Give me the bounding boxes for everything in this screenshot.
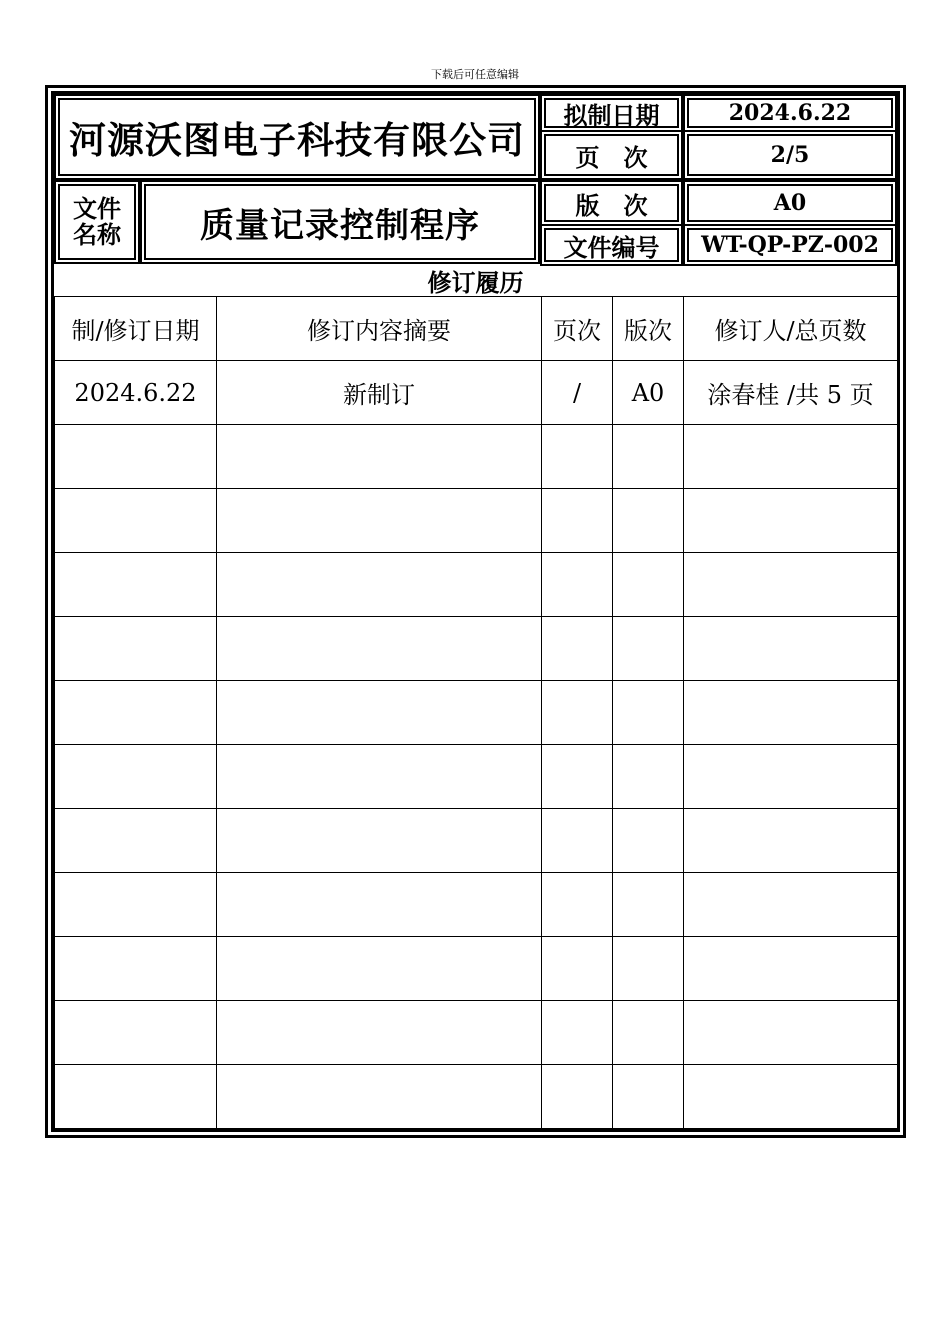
table-cell (613, 681, 684, 745)
table-row (55, 361, 898, 425)
table-cell (684, 1001, 898, 1065)
table-cell (217, 489, 542, 553)
table-cell (684, 489, 898, 553)
field-label-version: 版 次 (540, 180, 683, 226)
doc-name-label (54, 180, 140, 264)
table-cell (55, 553, 217, 617)
table-cell (55, 681, 217, 745)
field-value-doc-number: WT-QP-PZ-002 (683, 224, 897, 266)
field-value-draft-date: 2024.6.22 (683, 94, 897, 132)
table-cell (684, 1065, 898, 1129)
table-cell (55, 745, 217, 809)
table-cell (542, 1065, 613, 1129)
table-row (55, 809, 898, 873)
table-cell (684, 425, 898, 489)
doc-name-label-line2: 名称 (73, 220, 121, 249)
table-row (55, 937, 898, 1001)
table-cell (55, 809, 217, 873)
table-cell (542, 1001, 613, 1065)
table-cell (684, 617, 898, 681)
revision-table (54, 296, 898, 1129)
table-cell (542, 681, 613, 745)
table-cell (684, 553, 898, 617)
table-cell (613, 489, 684, 553)
table-cell (613, 873, 684, 937)
table-row (55, 425, 898, 489)
table-cell: 涂春桂 /共 5 页 (684, 361, 898, 425)
table-cell (55, 425, 217, 489)
table-cell (613, 809, 684, 873)
col-header-version: 版次 (613, 297, 684, 361)
table-cell (217, 937, 542, 1001)
table-cell (217, 1001, 542, 1065)
table-cell (217, 809, 542, 873)
table-cell: / (542, 361, 613, 425)
table-cell (542, 617, 613, 681)
table-cell (613, 745, 684, 809)
table-row (55, 553, 898, 617)
table-cell (55, 1001, 217, 1065)
field-value-version: A0 (683, 180, 897, 226)
table-cell (613, 937, 684, 1001)
table-cell (55, 489, 217, 553)
col-header-page: 页次 (542, 297, 613, 361)
table-cell (55, 873, 217, 937)
col-header-reviser: 修订人/总页数 (684, 297, 898, 361)
company-name-text: 河源沃图电子科技有限公司 (69, 118, 525, 162)
field-value-page: 2/5 (683, 130, 897, 180)
table-cell (217, 745, 542, 809)
table-cell (217, 425, 542, 489)
table-cell (684, 745, 898, 809)
table-cell (542, 873, 613, 937)
table-cell (217, 553, 542, 617)
table-cell (217, 1065, 542, 1129)
table-row (55, 681, 898, 745)
table-row (55, 489, 898, 553)
table-cell (684, 937, 898, 1001)
table-row (55, 1001, 898, 1065)
table-cell (542, 745, 613, 809)
col-header-summary: 修订内容摘要 (217, 297, 542, 361)
table-row (55, 873, 898, 937)
revision-header-row (55, 297, 898, 361)
top-note: 下载后可任意编辑 (431, 68, 519, 81)
company-name (54, 94, 540, 180)
table-cell (613, 1001, 684, 1065)
table-cell (542, 553, 613, 617)
table-cell: A0 (613, 361, 684, 425)
table-cell (55, 937, 217, 1001)
table-cell: 2024.6.22 (55, 361, 217, 425)
doc-title: 质量记录控制程序 (140, 180, 540, 264)
table-row (55, 1065, 898, 1129)
table-cell (55, 617, 217, 681)
table-cell (542, 425, 613, 489)
table-cell (542, 809, 613, 873)
col-header-date: 制/修订日期 (55, 297, 217, 361)
table-cell (684, 873, 898, 937)
table-cell (217, 681, 542, 745)
field-label-page: 页 次 (540, 130, 683, 180)
table-cell (542, 489, 613, 553)
table-row (55, 617, 898, 681)
revision-history-title: 修订履历 (427, 268, 524, 297)
table-cell (684, 681, 898, 745)
revision-body (55, 361, 898, 1129)
table-cell (613, 553, 684, 617)
table-cell (684, 809, 898, 873)
table-cell (217, 617, 542, 681)
field-label-doc-number: 文件编号 (540, 224, 683, 266)
table-cell: 新制订 (217, 361, 542, 425)
table-cell (55, 1065, 217, 1129)
table-cell (613, 617, 684, 681)
doc-name-label-line1: 文件 (73, 194, 121, 223)
field-label-draft-date: 拟制日期 (540, 94, 683, 132)
table-cell (542, 937, 613, 1001)
table-row (55, 745, 898, 809)
table-cell (217, 873, 542, 937)
table-cell (613, 425, 684, 489)
table-cell (613, 1065, 684, 1129)
